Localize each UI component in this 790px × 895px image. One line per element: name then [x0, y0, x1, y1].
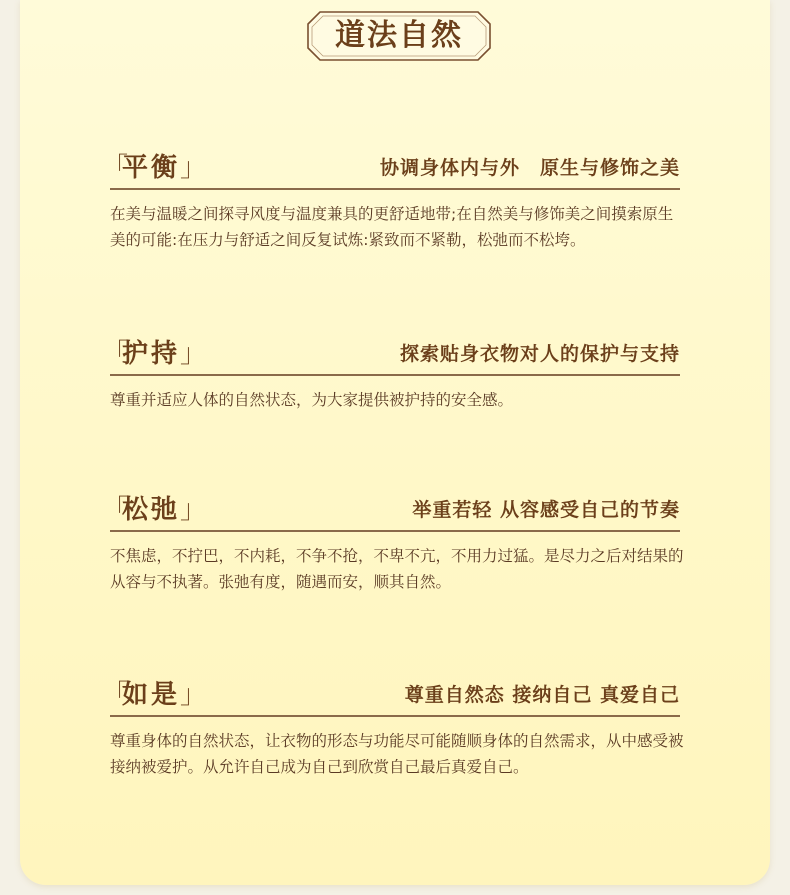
bracket-close: 」 [180, 680, 207, 710]
page-title: 道法自然 [335, 18, 463, 53]
section-name: 松弛 [122, 495, 181, 525]
section-body: 尊重身体的自然状态，让衣物的形态与功能尽可能随顺身体的自然需求，从中感受被接纳被爱护。从允许自己成为自己到欣赏自己最后真爱自己。 [110, 732, 684, 776]
section-name: 护持 [122, 339, 181, 369]
section-balance [102, 145, 680, 249]
divider [110, 374, 680, 376]
section-relax [102, 487, 684, 591]
content-card [20, 0, 770, 885]
section-name: 如是 [122, 680, 181, 710]
section-body: 尊重并适应人体的自然状态，为大家提供被护持的安全感。 [110, 391, 514, 409]
section-header [102, 145, 680, 185]
divider [110, 188, 680, 190]
bracket-open: 「 [102, 680, 129, 710]
bracket-close: 」 [180, 339, 207, 369]
bracket-open: 「 [102, 153, 129, 183]
section-header [102, 331, 680, 371]
section-header [102, 672, 680, 712]
section-subtitle: 探索贴身衣物对人的保护与支持 [399, 343, 680, 365]
divider [110, 715, 680, 717]
bracket-open: 「 [102, 339, 129, 369]
bracket-close: 」 [180, 153, 207, 183]
section-body: 在美与温暖之间探寻风度与温度兼具的更舒适地带;在自然美与修饰美之间摸索原生美的可能:在压力与舒适之间反复试炼:紧致而不紧勒，松弛而不松垮。 [110, 205, 674, 249]
section-support [102, 331, 680, 409]
section-subtitle: 协调身体内与外 原生与修饰之美 [379, 157, 680, 179]
bracket-open: 「 [102, 495, 129, 525]
bracket-close: 」 [180, 495, 207, 525]
title-badge [306, 10, 492, 62]
section-subtitle: 尊重自然态 接纳自己 真爱自己 [404, 684, 680, 706]
section-name: 平衡 [122, 153, 181, 183]
section-body: 不焦虑，不拧巴，不内耗，不争不抢，不卑不亢，不用力过猛。是尽力之后对结果的从容与不执著。张弛有度，随遇而安，顺其自然。 [110, 547, 684, 591]
section-header [102, 487, 680, 527]
section-as-is [102, 672, 684, 776]
section-subtitle: 举重若轻 从容感受自己的节奏 [412, 499, 680, 521]
divider [110, 530, 680, 532]
